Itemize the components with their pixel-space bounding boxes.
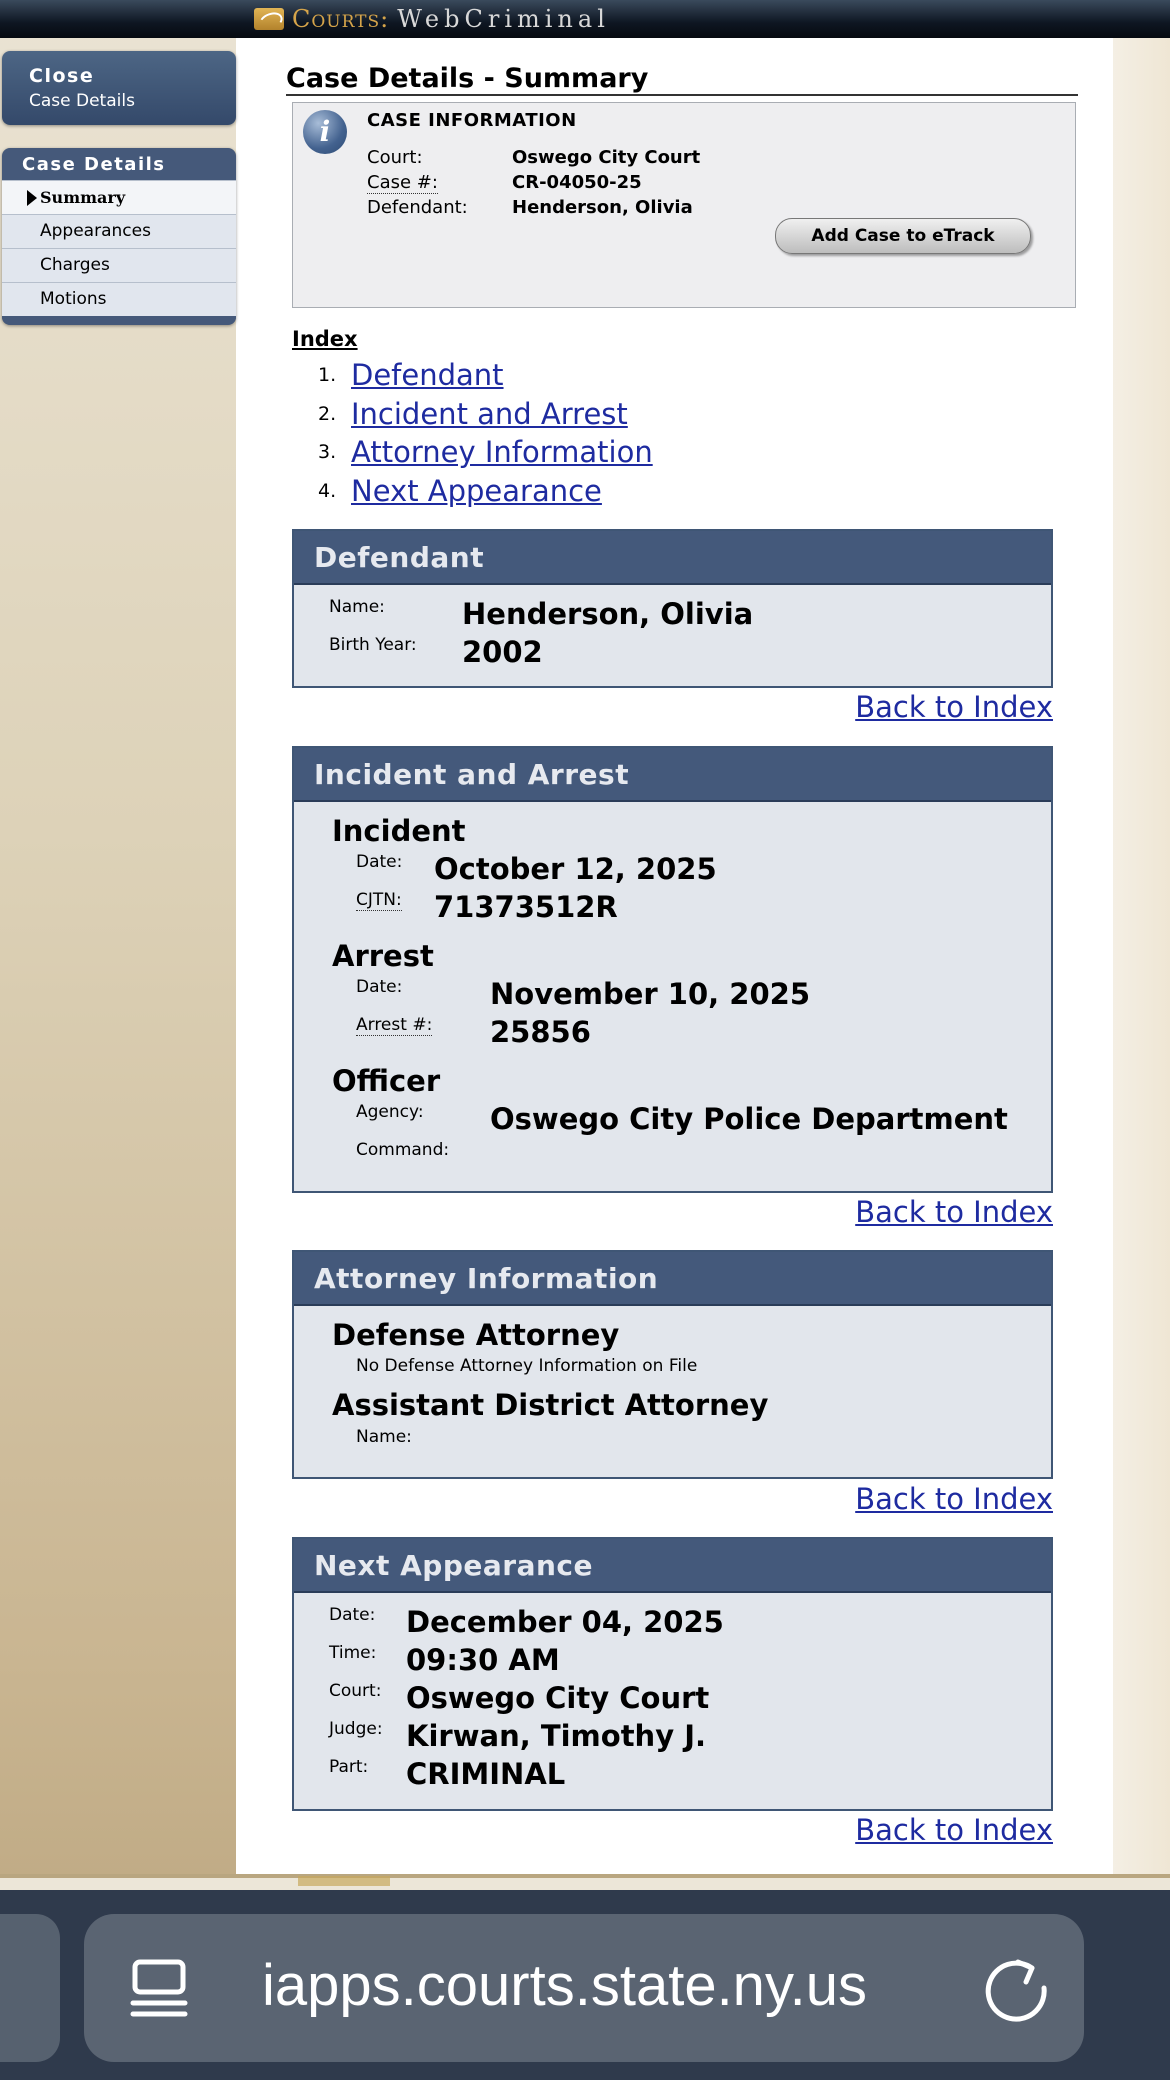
case-information-box	[292, 102, 1076, 308]
index-list	[318, 356, 653, 510]
attorney-information-section	[292, 1250, 1053, 1479]
current-page-arrow-icon	[27, 190, 37, 206]
sidebar-menu-title: Case Details	[22, 154, 166, 175]
sidebar-item-motions[interactable]	[2, 282, 236, 316]
index-link-next-appearance[interactable]: Next Appearance	[351, 473, 602, 508]
defendant-name-value: Henderson, Olivia	[462, 597, 754, 631]
appearance-time-label: Time:	[329, 1643, 377, 1663]
defendant-section	[292, 529, 1053, 688]
arrest-subheading: Arrest	[332, 939, 434, 973]
appearance-court-label: Court:	[329, 1681, 382, 1701]
appearance-court-value: Oswego City Court	[406, 1681, 710, 1715]
previous-tab[interactable]	[0, 1914, 60, 2062]
index-item	[318, 433, 653, 472]
arrest-number-label: Arrest #:	[356, 1015, 433, 1035]
agency-value: Oswego City Police Department	[490, 1102, 1008, 1136]
courts-logo-icon	[254, 8, 284, 30]
index-link-incident-and-arrest[interactable]: Incident and Arrest	[351, 396, 628, 431]
birth-year-label: Birth Year:	[329, 635, 417, 655]
arrest-date-value: November 10, 2025	[490, 977, 810, 1011]
defendant-label: Defendant:	[367, 197, 468, 218]
sidebar-item-label: Summary	[40, 188, 126, 207]
case-number-value: CR-04050-25	[512, 172, 642, 193]
index-number: 3.	[318, 441, 337, 464]
sidebar-item-summary[interactable]	[2, 180, 236, 214]
command-label: Command:	[356, 1140, 450, 1160]
agency-label: Agency:	[356, 1102, 424, 1122]
birth-year-value: 2002	[462, 635, 543, 669]
page-title: Case Details - Summary	[286, 63, 649, 94]
url-field[interactable]	[84, 1914, 1084, 2062]
appearance-date-label: Date:	[329, 1605, 376, 1625]
sidebar-menu	[2, 148, 236, 325]
incident-subheading: Incident	[332, 814, 466, 848]
sidebar-item-label: Charges	[40, 255, 110, 275]
index-number: 4.	[318, 479, 337, 502]
cjtn-label: CJTN:	[356, 890, 402, 910]
appearance-judge-value: Kirwan, Timothy J.	[406, 1719, 707, 1753]
index-title: Index	[292, 327, 358, 351]
index-item	[318, 472, 653, 511]
incident-arrest-section	[292, 746, 1053, 1193]
ada-subheading: Assistant District Attorney	[332, 1388, 769, 1422]
footer-logo-icon	[298, 1876, 390, 1886]
appearance-time-value: 09:30 AM	[406, 1643, 560, 1677]
info-icon: i	[303, 110, 347, 154]
brand-webcriminal-text: WebCriminal	[397, 5, 610, 33]
site-header	[0, 0, 1170, 38]
close-sublabel: Case Details	[29, 91, 135, 111]
sidebar-item-label: Appearances	[40, 221, 151, 241]
index-item	[318, 395, 653, 434]
back-to-index-link[interactable]: Back to Index	[855, 1813, 1053, 1847]
index-number: 1.	[318, 364, 337, 387]
index-number: 2.	[318, 402, 337, 425]
section-header: Defendant	[294, 531, 1051, 585]
appearance-date-value: December 04, 2025	[406, 1605, 724, 1639]
defendant-value: Henderson, Olivia	[512, 197, 693, 218]
defense-attorney-note: No Defense Attorney Information on File	[356, 1356, 698, 1376]
arrest-date-label: Date:	[356, 977, 403, 997]
back-to-index-link[interactable]: Back to Index	[855, 690, 1053, 724]
officer-subheading: Officer	[332, 1064, 441, 1098]
arrest-number-label-wrap	[356, 1015, 432, 1035]
sidebar-item-charges[interactable]	[2, 248, 236, 282]
incident-date-value: October 12, 2025	[434, 852, 717, 886]
sidebar-menu-footer	[2, 316, 236, 324]
case-number-label-wrap	[367, 172, 438, 193]
right-margin	[1113, 38, 1170, 1874]
close-label: Close	[29, 65, 95, 87]
index-item	[318, 356, 653, 395]
index-link-attorney-information[interactable]: Attorney Information	[351, 435, 653, 470]
court-value: Oswego City Court	[512, 147, 701, 168]
section-header: Attorney Information	[294, 1252, 1051, 1306]
title-divider	[286, 94, 1078, 96]
cjtn-value: 71373512R	[434, 890, 618, 924]
back-to-index-link[interactable]: Back to Index	[855, 1482, 1053, 1516]
close-case-details-button[interactable]	[2, 51, 236, 125]
section-header: Incident and Arrest	[294, 748, 1051, 802]
sidebar-item-appearances[interactable]	[2, 214, 236, 248]
arrest-number-value: 25856	[490, 1015, 591, 1049]
appearance-judge-label: Judge:	[329, 1719, 383, 1739]
court-label: Court:	[367, 147, 423, 168]
add-case-to-etrack-button[interactable]: Add Case to eTrack	[775, 218, 1031, 254]
appearance-part-label: Part:	[329, 1757, 369, 1777]
browser-address-bar	[0, 1890, 1170, 2080]
defense-attorney-subheading: Defense Attorney	[332, 1318, 620, 1352]
next-appearance-section	[292, 1537, 1053, 1811]
incident-date-label: Date:	[356, 852, 403, 872]
cjtn-label-wrap	[356, 890, 402, 910]
appearance-part-value: CRIMINAL	[406, 1757, 566, 1791]
page-menu-icon[interactable]	[130, 1958, 188, 2018]
index-link-defendant[interactable]: Defendant	[351, 358, 504, 393]
sidebar-item-label: Motions	[40, 289, 107, 309]
reload-icon[interactable]	[982, 1954, 1050, 2022]
case-number-label: Case #:	[367, 172, 438, 193]
url-text: iapps.courts.state.ny.us	[262, 1953, 868, 2018]
name-label: Name:	[329, 597, 385, 617]
section-header: Next Appearance	[294, 1539, 1051, 1593]
brand-courts-text: Courts:	[292, 5, 390, 33]
ada-name-label: Name:	[356, 1427, 412, 1447]
case-info-heading: CASE INFORMATION	[367, 110, 577, 131]
site-brand[interactable]	[254, 3, 610, 35]
back-to-index-link[interactable]: Back to Index	[855, 1195, 1053, 1229]
